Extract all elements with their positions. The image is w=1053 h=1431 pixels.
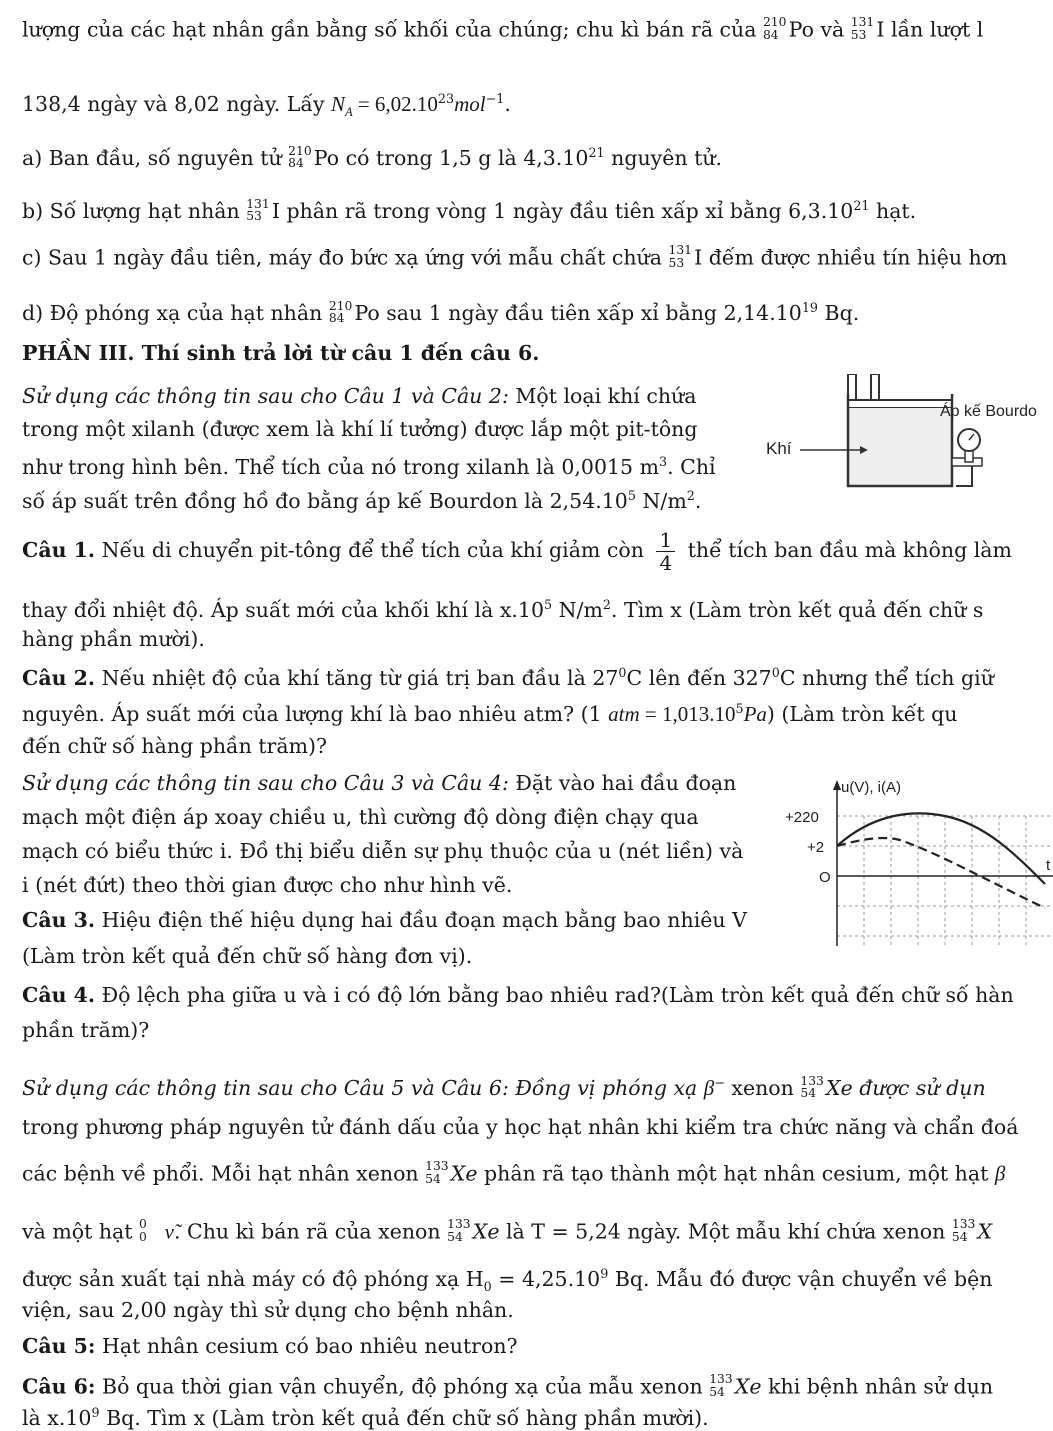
isotope-xe133: 133 54 xyxy=(800,1073,824,1100)
text-line-25: phần trăm)? xyxy=(22,1018,150,1042)
text-line-14: hàng phần mười). xyxy=(22,627,205,651)
grid xyxy=(837,816,1053,946)
isotope-i131: 131 53 xyxy=(246,196,270,223)
text-line-28: các bệnh về phổi. Mỗi hạt nhân xenon 133 54 Xe phân rã tạo thành một hạt nhân cesium, một hạt β xyxy=(22,1159,1006,1186)
text-line-30: được sản xuất tại nhà máy có độ phóng xạ $H_0 = 4,25.10^9$ Bq. Mẫu đó được vận chuyển về bện xyxy=(22,1266,993,1294)
y-axis-arrow-icon xyxy=(833,780,841,790)
question-4: Câu 4. Độ lệch pha giữa u và i có độ lớn bằng bao nhiêu rad?(Làm tròn kết quả đến chữ số hàn xyxy=(22,983,1014,1007)
isotope-xe133: 133 54 xyxy=(425,1159,449,1186)
question-5: Câu 5: Hạt nhân cesium có bao nhiêu neutron? xyxy=(22,1334,518,1358)
antineutrino: 0 0 xyxy=(139,1217,147,1244)
cylinder-figure xyxy=(760,374,1053,494)
text-line-23: (Làm tròn kết quả đến chữ số hàng đơn vị). xyxy=(22,944,473,968)
isotope-i131: 131 53 xyxy=(850,15,875,42)
question-6: Câu 6: Bỏ qua thời gian vận chuyển, độ phóng xạ của mẫu xenon 133 54 Xe khi bệnh nhân sử dụn xyxy=(22,1372,994,1399)
question-2: Câu 2. Nếu nhiệt độ của khí tăng từ giá trị ban đầu là $27^0C$ lên đến $327^0C$ nhưng thể tích giữ xyxy=(22,665,994,690)
text-line-13: thay đổi nhiệt độ. Áp suất mới của khối khí là $x.10^5$ $N/m^2$. Tìm x (Làm tròn kết quả đến chữ s xyxy=(22,597,984,622)
text-line-19: mạch một điện áp xoay chiều u, thì cường độ dòng điện chạy qua xyxy=(22,805,699,829)
isotope-po210: 210 84 xyxy=(762,15,787,42)
text-line-21: i (nét đứt) theo thời gian được cho như hình vẽ. xyxy=(22,873,513,897)
u-max-tick: +220 xyxy=(785,809,819,826)
statement-c: c) Sau 1 ngày đầu tiên, máy đo bức xạ ứng với mẫu chất chứa 131 53 I đếm được nhiều tín hiệu hơn xyxy=(22,243,1008,270)
question-1: Câu 1. Nếu di chuyển pit-tông để thể tích của khí giảm còn $\frac{1}{4}$ thể tích ban đầu mà không làm xyxy=(22,528,1012,575)
text-line-34: là $x.10^9$ Bq. Tìm x (Làm tròn kết quả đến chữ số hàng phần mười). xyxy=(22,1405,709,1430)
u-curve xyxy=(837,813,1045,884)
gas-region xyxy=(848,408,952,486)
text-line-2: 138,4 ngày và 8,02 ngày. Lấy $N_A = 6,02.10^{23}mol^{-1}$. xyxy=(22,91,511,119)
t-axis-label: t xyxy=(1046,857,1051,874)
text-line-27: trong phương pháp nguyên tử đánh dấu của y học hạt nhân khi kiểm tra chức năng và chẩn đoá xyxy=(22,1115,1019,1139)
isotope-po210: 210 84 xyxy=(288,143,312,170)
question-3: Câu 3. Hiệu điện thế hiệu dụng hai đầu đoạn mạch bằng bao nhiêu V xyxy=(22,908,747,932)
text-line-20: mạch có biểu thức i. Đồ thị biểu diễn sự phụ thuộc của u (nét liền) và xyxy=(22,839,744,863)
statement-b: b) Số lượng hạt nhân 131 53 I phân rã trong vòng 1 ngày đầu tiên xấp xỉ bằng 6,3.10$^{21}$ hạt. xyxy=(22,196,917,223)
ui-graph xyxy=(775,772,1053,962)
isotope-i131: 131 53 xyxy=(668,243,692,270)
gas-label: Khí xyxy=(766,439,792,458)
text-line-10: như trong hình bên. Thể tích của nó trong xilanh là 0,0015 $m^3$. Chỉ xyxy=(22,454,716,479)
isotope-xe133: 133 54 xyxy=(709,1372,733,1399)
text-line-18: Sử dụng các thông tin sau cho Câu 3 và Câu 4: Đặt vào hai đầu đoạn xyxy=(22,771,737,795)
gauge-label: Áp kế Bourdo xyxy=(940,403,1037,420)
statement-d: d) Độ phóng xạ của hạt nhân 210 84 Po sau 1 ngày đầu tiên xấp xỉ bằng 2,14.10$^{19}$ Bq. xyxy=(22,298,860,325)
text-line-17: đến chữ số hàng phần trăm)? xyxy=(22,734,327,758)
isotope-xe133: 133 54 xyxy=(951,1217,976,1244)
fraction: $\frac{1}{4}$ xyxy=(656,529,675,574)
piston xyxy=(848,400,952,408)
origin-label: O xyxy=(819,869,831,886)
text-line-9: trong một xilanh (được xem là khí lí tưởng) được lắp một pit-tông xyxy=(22,417,698,441)
i-max-tick: +2 xyxy=(807,839,825,856)
isotope-po210: 210 84 xyxy=(328,298,353,325)
statement-a: a) Ban đầu, số nguyên tử 210 84 Po có trong 1,5 g là 4,3.10$^{21}$ nguyên tử. xyxy=(22,143,723,170)
text-line-11: số áp suất trên đồng hồ đo bằng áp kế Bourdon là 2,54.10$^5$ $N/m^2$. xyxy=(22,488,702,513)
section-heading: PHẦN III. Thí sinh trả lời từ câu 1 đến câu 6. xyxy=(22,341,540,365)
text-line-29: và một hạt 0 0 ν̃. Chu kì bán rã của xenon 133 54 Xe là T = 5,24 ngày. Một mẫu khí chứa xenon 133 54 X xyxy=(22,1217,993,1244)
text-line-1: lượng của các hạt nhân gần bằng số khối của chúng; chu kì bán rã của 210 84 Po và 131 53 I lần lượt l xyxy=(22,15,984,42)
text-line-26: Sử dụng các thông tin sau cho Câu 5 và Câu 6: Đồng vị phóng xạ β− xenon 133 54 Xe được sử dụn xyxy=(22,1073,986,1100)
axis-label: u(V), i(A) xyxy=(841,779,901,796)
piston-rod xyxy=(871,374,879,400)
i-curve xyxy=(837,838,1045,908)
text-line-8: Sử dụng các thông tin sau cho Câu 1 và Câu 2: Một loại khí chứa xyxy=(22,384,697,408)
isotope-xe133: 133 54 xyxy=(447,1217,471,1244)
text-line-31: viện, sau 2,00 ngày thì sử dụng cho bệnh nhân. xyxy=(22,1298,514,1322)
text-line-16: nguyên. Áp suất mới của lượng khí là bao nhiêu atm? (1 atm = $1,013.10^5Pa$) (Làm tròn kết qu xyxy=(22,701,958,726)
